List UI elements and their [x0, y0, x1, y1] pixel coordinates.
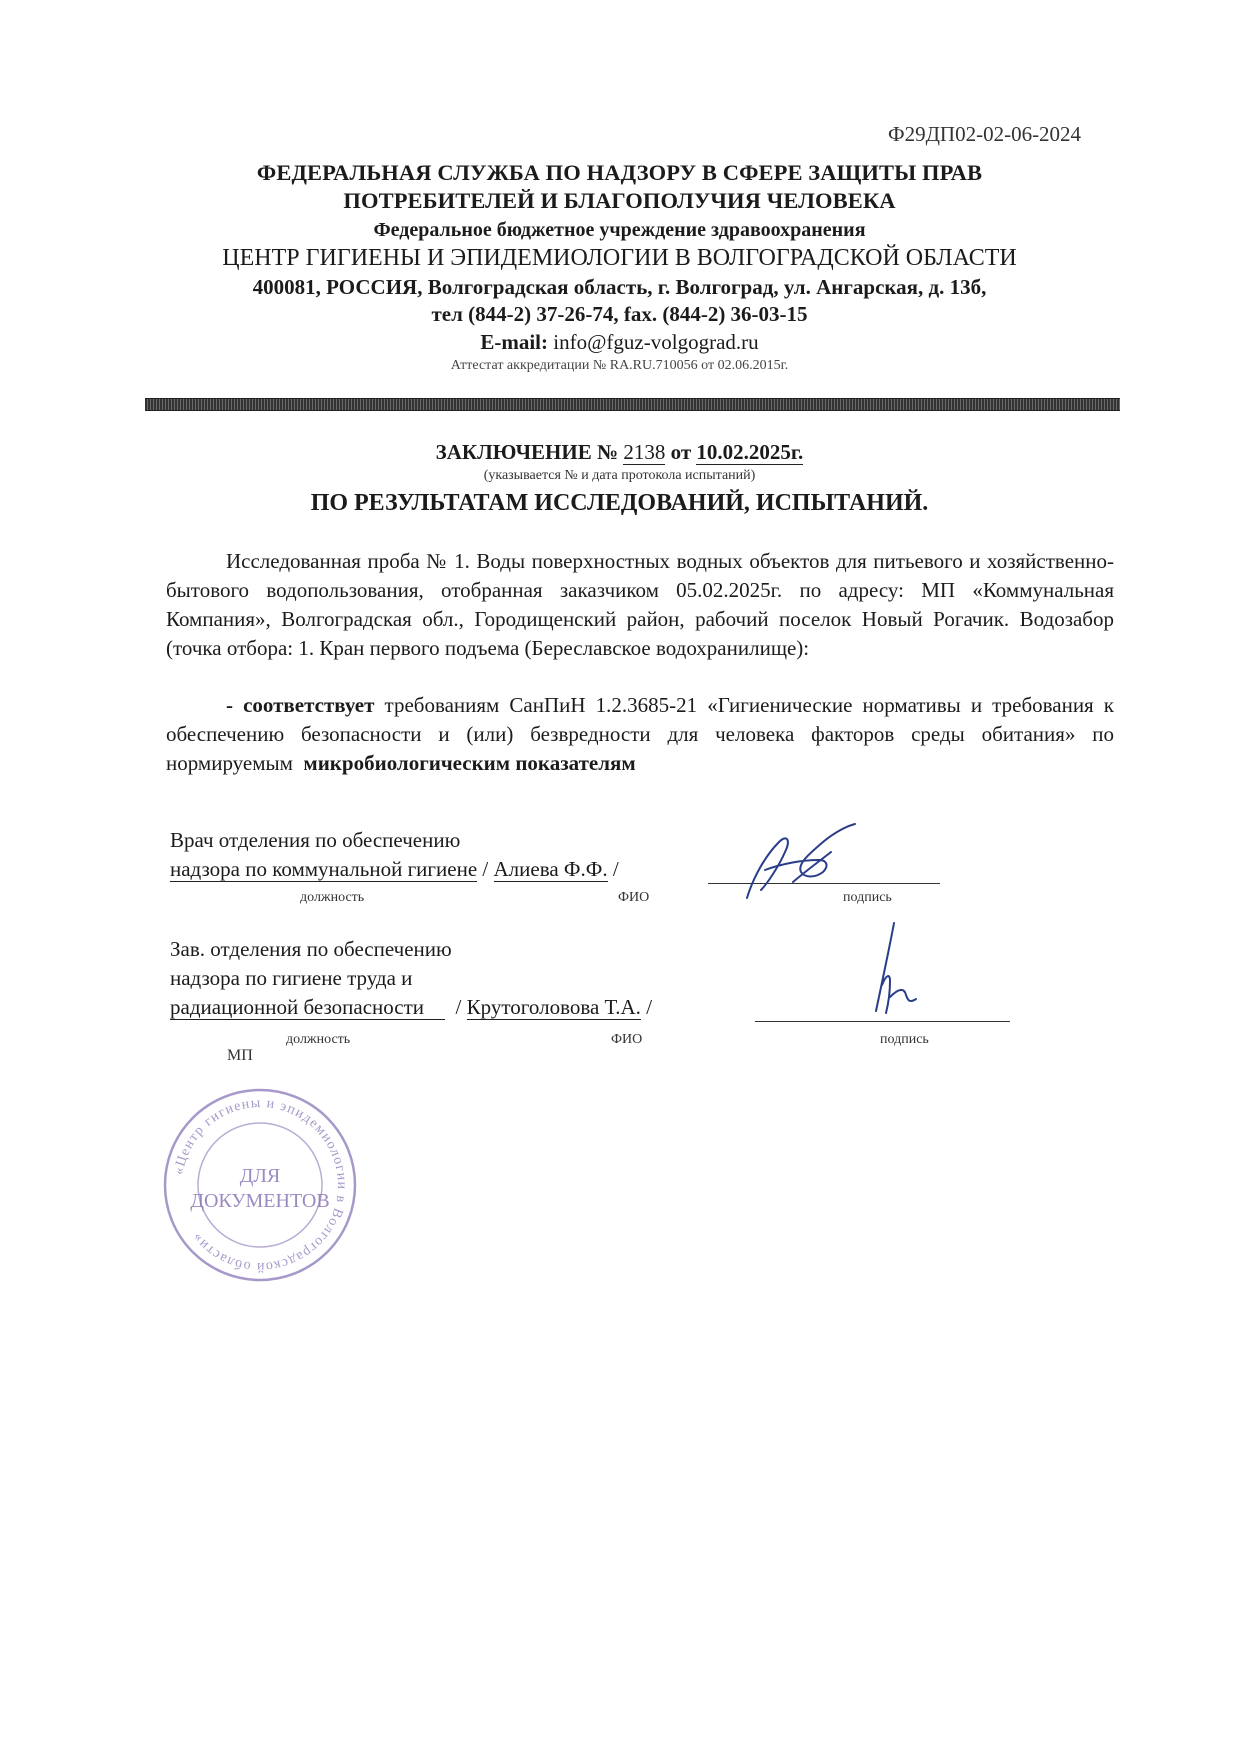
header-address: 400081, РОССИЯ, Волгоградская область, г. Волгоград, ул. Ангарская, д. 13б, — [252, 275, 987, 299]
signer1-name: Алиева Ф.Ф. — [493, 857, 608, 881]
verdict-text: требованиям СанПиН 1.2.3685-21 «Гигиенические нормативы и требования к обеспечению безопасности и (или) безвредности для человека факторов среды обитания» по нормируемым — [166, 693, 1115, 775]
header-institution-type: Федеральное бюджетное учреждение здравоохранения — [373, 219, 866, 241]
svg-text:ДОКУМЕНТОВ: ДОКУМЕНТОВ — [190, 1190, 330, 1212]
signer1-position-row: надзора по коммунальной гигиене / Алиева Ф.Ф. / — [170, 857, 619, 881]
conclusion-prefix: ЗАКЛЮЧЕНИЕ № — [435, 440, 619, 464]
signer1-position-line1: Врач отделения по обеспечению — [170, 828, 461, 852]
header-phone: тел (844-2) 37-26-74, fax. (844-2) 36-03-15 — [431, 302, 808, 326]
conclusion-title — [0, 440, 1239, 465]
email-link[interactable]: info@fguz-volgograd.ru — [553, 330, 759, 354]
signer2-position-line2: надзора по гигиене труда и — [170, 966, 413, 990]
conclusion-number: 2138 — [623, 440, 666, 464]
signer2-position-line1: Зав. отделения по обеспечению — [170, 937, 452, 961]
email-label: E-mail: — [480, 330, 549, 354]
accreditation: Аттестат аккредитации № RA.RU.710056 от 02.06.2015г. — [450, 358, 789, 373]
signer2-caption-name: ФИО — [611, 1032, 643, 1047]
signer1-caption-name: ФИО — [618, 890, 650, 905]
signer2-position-row: радиационной безопасности / Крутоголовова Т.А. / — [170, 995, 653, 1019]
form-code: Ф29ДП02-02-06-2024 — [888, 122, 1082, 146]
mp-label: МП — [227, 1047, 253, 1064]
conclusion-date-prefix: от — [670, 440, 692, 464]
svg-text:«Центр гигиены и эпидемиологии: «Центр гигиены и эпидемиологии в Волгоградской области» — [171, 1095, 350, 1275]
signer2-caption-position: должность — [286, 1032, 351, 1047]
sample-description — [166, 547, 1114, 663]
header-agency-line1: ФЕДЕРАЛЬНАЯ СЛУЖБА ПО НАДЗОРУ В СФЕРЕ ЗАЩИТЫ ПРАВ — [256, 160, 983, 185]
header-divider — [145, 398, 1120, 411]
verdict-paragraph — [166, 691, 1114, 778]
svg-text:ДЛЯ: ДЛЯ — [239, 1165, 281, 1187]
signer2-caption-sign: подпись — [880, 1032, 929, 1047]
signer1-caption-sign: подпись — [843, 890, 892, 905]
signer1-caption-position: должность — [300, 890, 365, 905]
header-institution-name: ЦЕНТР ГИГИЕНЫ И ЭПИДЕМИОЛОГИИ В ВОЛГОГРАДСКОЙ ОБЛАСТИ — [222, 245, 1017, 271]
conclusion-date: 10.02.2025г. — [696, 440, 804, 464]
signer2-name: Крутоголовова Т.А. — [466, 995, 641, 1019]
sample-description-text: Исследованная проба № 1. Воды поверхностных водных объектов для питьевого и хозяйственно-бытового водопользования, отобранная заказчиком 05.02.2025г. по адресу: МП «Коммунальная Компания», Волгоградская обл., Городищенский район, рабочий поселок Новый Рогачик. Водозабор (точка отбора: 1. Кран первого подъема (Береславское водохранилище): — [166, 549, 1114, 660]
verdict-bold: - соответствует — [226, 693, 375, 717]
verdict-indicators: микробиологическим показателям — [303, 751, 636, 775]
header-agency-line2: ПОТРЕБИТЕЛЕЙ И БЛАГОПОЛУЧИЯ ЧЕЛОВЕКА — [343, 188, 896, 213]
signer1-signature-icon — [735, 820, 865, 910]
signer2-position-line3: радиационной безопасности — [170, 995, 425, 1019]
signer1-position-line2: надзора по коммунальной гигиене — [170, 857, 478, 881]
conclusion-subtitle: ПО РЕЗУЛЬТАТАМ ИССЛЕДОВАНИЙ, ИСПЫТАНИЙ. — [310, 490, 929, 516]
header-email-row — [0, 330, 1239, 355]
conclusion-note: (указывается № и дата протокола испытаний) — [483, 468, 756, 483]
stamp-seal-icon — [160, 1085, 360, 1285]
signer2-signature-icon — [850, 915, 940, 1025]
